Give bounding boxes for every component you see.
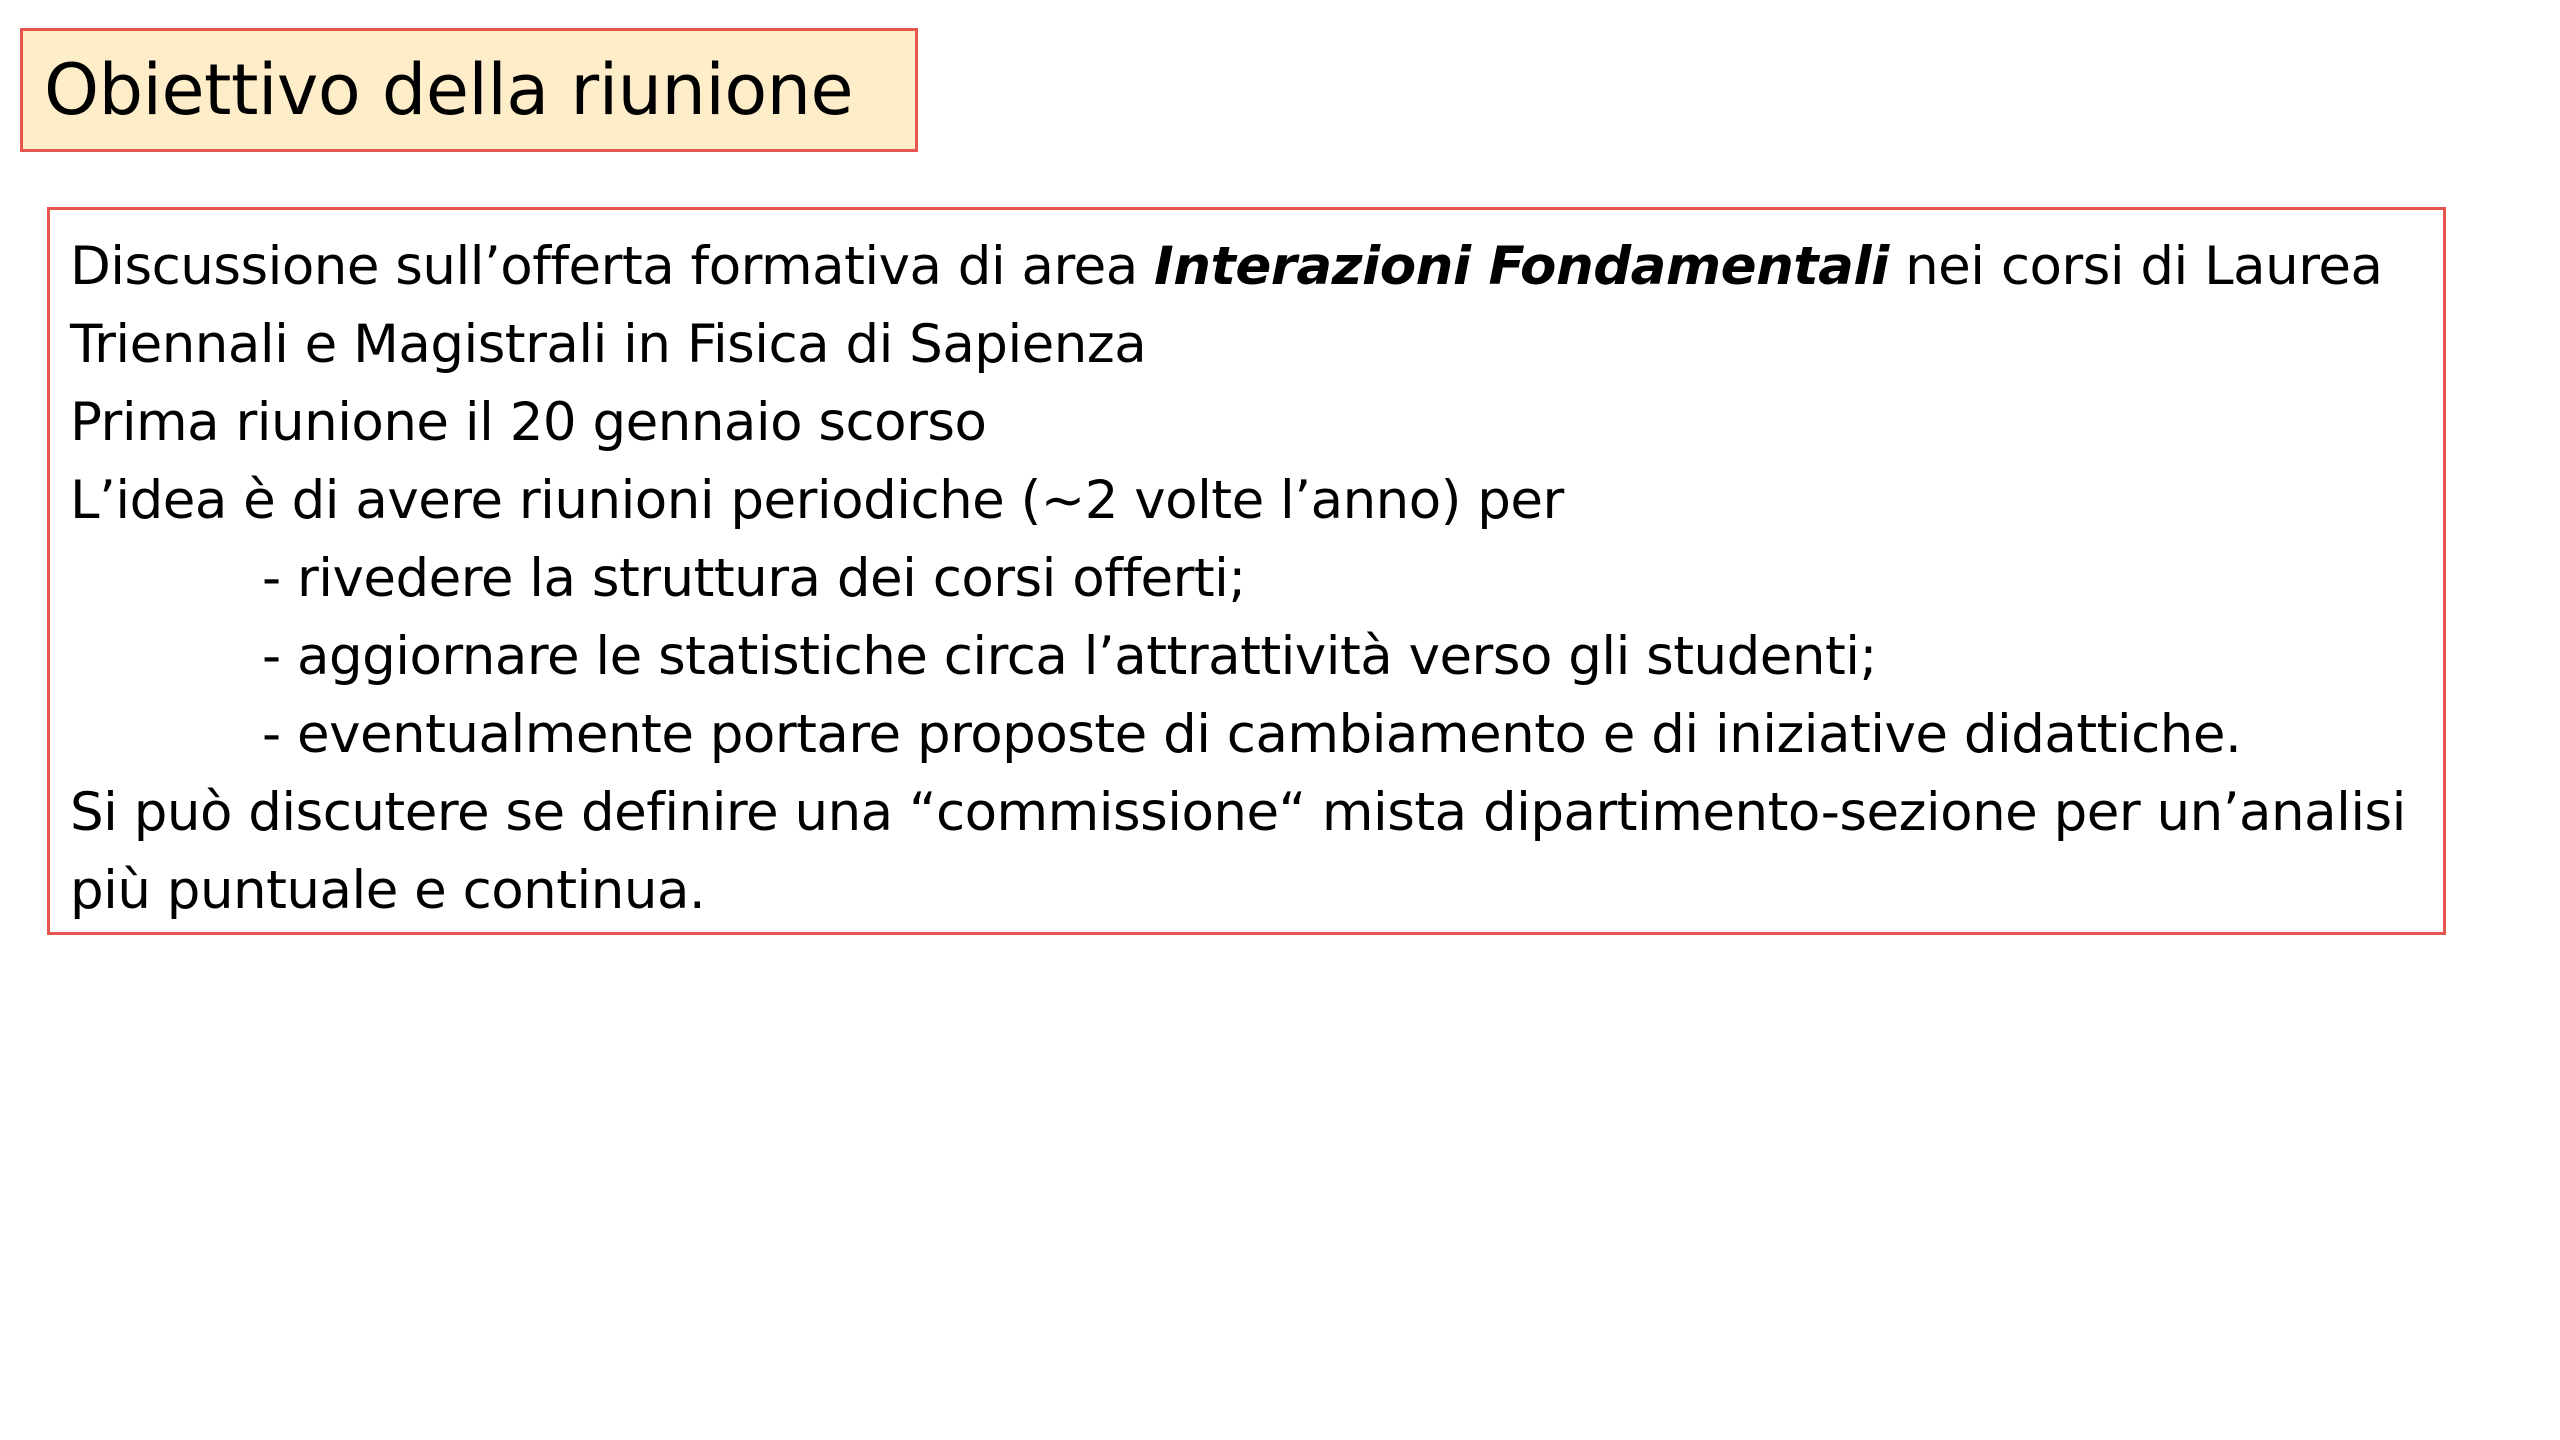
first-meeting-line: Prima riunione il 20 gennaio scorso bbox=[70, 392, 987, 453]
list-item: - rivedere la struttura dei corsi offerti; bbox=[262, 548, 1246, 609]
list-item: - aggiornare le statistiche circa l’attrattività verso gli studenti; bbox=[262, 626, 1877, 687]
paragraph-offer-emphasis: Interazioni Fondamentali bbox=[1154, 236, 1889, 297]
slide-title: Obiettivo della riunione bbox=[44, 49, 854, 131]
idea-line: L’idea è di avere riunioni periodiche (~2 volte l’anno) per bbox=[70, 470, 1564, 531]
paragraph-offer-line2: Triennali e Magistrali in Fisica di Sapienza bbox=[70, 314, 1147, 375]
closing-line1: Si può discutere se definire una “commissione“ mista dipartimento-sezione per un’analisi bbox=[70, 782, 2406, 843]
slide-title-box bbox=[20, 28, 918, 152]
slide-content-box bbox=[47, 207, 2446, 935]
paragraph-offer-before: Discussione sull’offerta formativa di area bbox=[70, 236, 1155, 297]
closing-line2: più puntuale e continua. bbox=[70, 860, 706, 921]
paragraph-offer-after: nei corsi di Laurea bbox=[1888, 236, 2383, 297]
list-item: - eventualmente portare proposte di cambiamento e di iniziative didattiche. bbox=[262, 704, 2242, 765]
paragraph-offer-line1 bbox=[70, 228, 2443, 306]
